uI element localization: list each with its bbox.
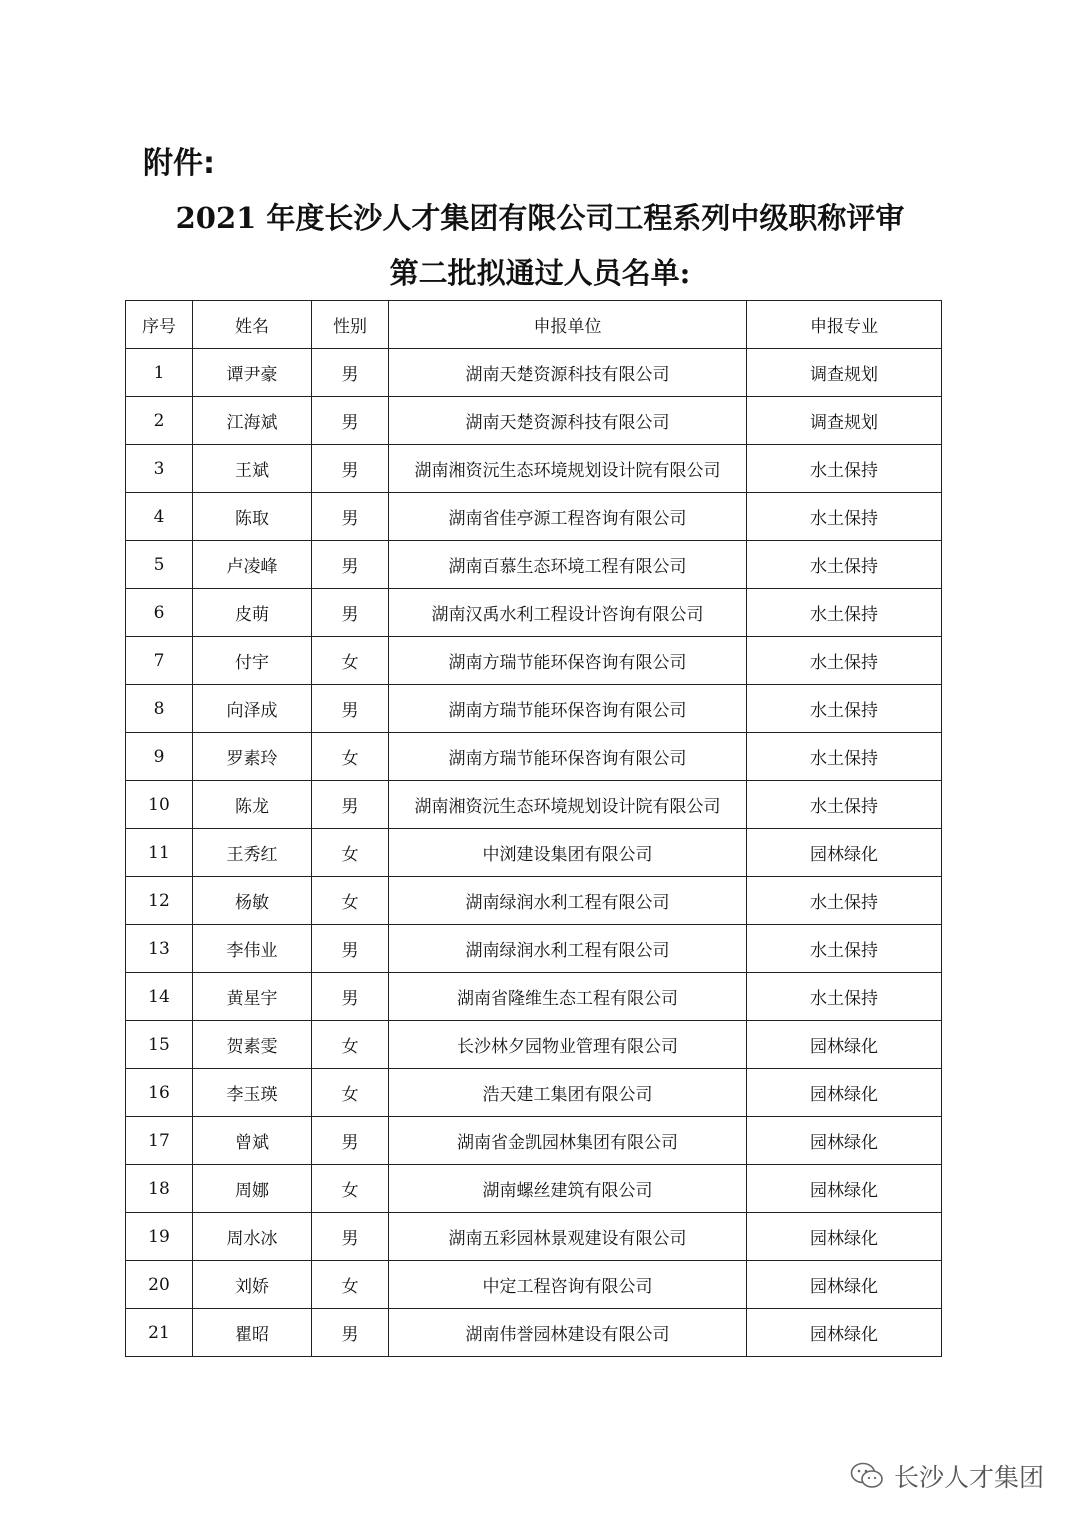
cell-specialty: 水土保持 — [747, 925, 942, 973]
cell-unit: 湖南汉禹水利工程设计咨询有限公司 — [389, 589, 747, 637]
cell-name: 刘娇 — [193, 1261, 312, 1309]
cell-unit: 长沙林夕园物业管理有限公司 — [389, 1021, 747, 1069]
cell-gender: 女 — [312, 877, 389, 925]
table-row — [126, 733, 942, 781]
cell-gender: 男 — [312, 1213, 389, 1261]
cell-gender: 男 — [312, 349, 389, 397]
cell-index: 4 — [126, 493, 193, 541]
cell-specialty: 水土保持 — [747, 733, 942, 781]
table-row — [126, 1309, 942, 1357]
cell-gender: 女 — [312, 1021, 389, 1069]
cell-name: 谭尹豪 — [193, 349, 312, 397]
cell-index: 1 — [126, 349, 193, 397]
cell-index: 5 — [126, 541, 193, 589]
cell-specialty: 水土保持 — [747, 685, 942, 733]
table-row — [126, 349, 942, 397]
table-row — [126, 781, 942, 829]
cell-specialty: 水土保持 — [747, 589, 942, 637]
cell-name: 王斌 — [193, 445, 312, 493]
cell-specialty: 园林绿化 — [747, 1213, 942, 1261]
cell-specialty: 园林绿化 — [747, 1117, 942, 1165]
cell-unit: 湖南绿润水利工程有限公司 — [389, 925, 747, 973]
cell-index: 17 — [126, 1117, 193, 1165]
table-body — [126, 349, 942, 1357]
cell-unit: 湖南天楚资源科技有限公司 — [389, 349, 747, 397]
cell-index: 3 — [126, 445, 193, 493]
cell-unit: 湖南五彩园林景观建设有限公司 — [389, 1213, 747, 1261]
cell-index: 12 — [126, 877, 193, 925]
cell-specialty: 园林绿化 — [747, 1261, 942, 1309]
table-row — [126, 1213, 942, 1261]
cell-index: 16 — [126, 1069, 193, 1117]
document-title-line1: 2021 年度长沙人才集团有限公司工程系列中级职称评审 — [175, 201, 905, 235]
cell-name: 瞿昭 — [193, 1309, 312, 1357]
cell-specialty: 调查规划 — [747, 397, 942, 445]
cell-name: 卢凌峰 — [193, 541, 312, 589]
cell-name: 杨敏 — [193, 877, 312, 925]
cell-specialty: 水土保持 — [747, 445, 942, 493]
table-row — [126, 829, 942, 877]
cell-unit: 湖南省金凯园林集团有限公司 — [389, 1117, 747, 1165]
cell-index: 14 — [126, 973, 193, 1021]
cell-index: 8 — [126, 685, 193, 733]
table-row — [126, 877, 942, 925]
table-row — [126, 1069, 942, 1117]
cell-gender: 男 — [312, 445, 389, 493]
cell-gender: 女 — [312, 1261, 389, 1309]
cell-name: 黄星宇 — [193, 973, 312, 1021]
cell-gender: 女 — [312, 829, 389, 877]
column-header: 申报单位 — [389, 301, 747, 349]
cell-specialty: 园林绿化 — [747, 1165, 942, 1213]
cell-specialty: 水土保持 — [747, 973, 942, 1021]
cell-gender: 男 — [312, 397, 389, 445]
cell-unit: 湖南方瑞节能环保咨询有限公司 — [389, 733, 747, 781]
cell-unit: 湖南天楚资源科技有限公司 — [389, 397, 747, 445]
cell-gender: 男 — [312, 1117, 389, 1165]
cell-name: 周娜 — [193, 1165, 312, 1213]
cell-gender: 男 — [312, 685, 389, 733]
document-title-line2: 第二批拟通过人员名单: — [389, 256, 691, 290]
watermark — [850, 1458, 1044, 1494]
cell-name: 周水冰 — [193, 1213, 312, 1261]
cell-unit: 湖南百慕生态环境工程有限公司 — [389, 541, 747, 589]
cell-specialty: 水土保持 — [747, 541, 942, 589]
cell-name: 付宇 — [193, 637, 312, 685]
cell-name: 江海斌 — [193, 397, 312, 445]
cell-name: 罗素玲 — [193, 733, 312, 781]
cell-index: 9 — [126, 733, 193, 781]
table-row — [126, 1021, 942, 1069]
cell-gender: 男 — [312, 589, 389, 637]
cell-name: 陈取 — [193, 493, 312, 541]
cell-specialty: 园林绿化 — [747, 829, 942, 877]
cell-index: 20 — [126, 1261, 193, 1309]
cell-unit: 湖南绿润水利工程有限公司 — [389, 877, 747, 925]
cell-gender: 男 — [312, 541, 389, 589]
cell-specialty: 调查规划 — [747, 349, 942, 397]
table-row — [126, 637, 942, 685]
cell-specialty: 水土保持 — [747, 877, 942, 925]
column-header: 性别 — [312, 301, 389, 349]
cell-index: 7 — [126, 637, 193, 685]
cell-unit: 湖南湘资沅生态环境规划设计院有限公司 — [389, 781, 747, 829]
cell-gender: 女 — [312, 733, 389, 781]
cell-specialty: 园林绿化 — [747, 1069, 942, 1117]
cell-name: 向泽成 — [193, 685, 312, 733]
table-row — [126, 541, 942, 589]
table-row — [126, 1165, 942, 1213]
cell-unit: 浩天建工集团有限公司 — [389, 1069, 747, 1117]
cell-specialty: 水土保持 — [747, 637, 942, 685]
cell-specialty: 水土保持 — [747, 493, 942, 541]
cell-gender: 男 — [312, 1309, 389, 1357]
cell-gender: 女 — [312, 1069, 389, 1117]
column-header: 姓名 — [193, 301, 312, 349]
cell-index: 11 — [126, 829, 193, 877]
attachment-label: 附件: — [143, 146, 215, 181]
column-header: 序号 — [126, 301, 193, 349]
cell-index: 10 — [126, 781, 193, 829]
cell-name: 曾斌 — [193, 1117, 312, 1165]
cell-unit: 湖南螺丝建筑有限公司 — [389, 1165, 747, 1213]
table-row — [126, 493, 942, 541]
cell-name: 皮萌 — [193, 589, 312, 637]
watermark-text: 长沙人才集团 — [893, 1463, 1044, 1492]
cell-name: 李玉瑛 — [193, 1069, 312, 1117]
roster-table — [125, 300, 942, 1357]
table-row — [126, 445, 942, 493]
cell-gender: 男 — [312, 925, 389, 973]
wechat-icon — [850, 1462, 884, 1490]
cell-index: 13 — [126, 925, 193, 973]
cell-index: 6 — [126, 589, 193, 637]
table-header-row — [126, 301, 942, 349]
column-header: 申报专业 — [747, 301, 942, 349]
table-row — [126, 1261, 942, 1309]
cell-unit: 湖南省隆维生态工程有限公司 — [389, 973, 747, 1021]
cell-gender: 男 — [312, 493, 389, 541]
table-row — [126, 973, 942, 1021]
cell-gender: 男 — [312, 973, 389, 1021]
cell-unit: 湖南方瑞节能环保咨询有限公司 — [389, 685, 747, 733]
cell-name: 王秀红 — [193, 829, 312, 877]
table-row — [126, 925, 942, 973]
cell-name: 李伟业 — [193, 925, 312, 973]
cell-unit: 中定工程咨询有限公司 — [389, 1261, 747, 1309]
cell-index: 19 — [126, 1213, 193, 1261]
table-row — [126, 589, 942, 637]
table-row — [126, 685, 942, 733]
cell-gender: 女 — [312, 1165, 389, 1213]
cell-specialty: 园林绿化 — [747, 1309, 942, 1357]
cell-gender: 男 — [312, 781, 389, 829]
cell-unit: 湖南湘资沅生态环境规划设计院有限公司 — [389, 445, 747, 493]
cell-index: 18 — [126, 1165, 193, 1213]
cell-unit: 湖南伟誉园林建设有限公司 — [389, 1309, 747, 1357]
cell-index: 21 — [126, 1309, 193, 1357]
cell-index: 2 — [126, 397, 193, 445]
cell-specialty: 水土保持 — [747, 781, 942, 829]
cell-unit: 湖南省佳亭源工程咨询有限公司 — [389, 493, 747, 541]
cell-unit: 中浏建设集团有限公司 — [389, 829, 747, 877]
table-row — [126, 397, 942, 445]
cell-name: 陈龙 — [193, 781, 312, 829]
cell-name: 贺素雯 — [193, 1021, 312, 1069]
cell-unit: 湖南方瑞节能环保咨询有限公司 — [389, 637, 747, 685]
table-row — [126, 1117, 942, 1165]
cell-specialty: 园林绿化 — [747, 1021, 942, 1069]
cell-index: 15 — [126, 1021, 193, 1069]
cell-gender: 女 — [312, 637, 389, 685]
